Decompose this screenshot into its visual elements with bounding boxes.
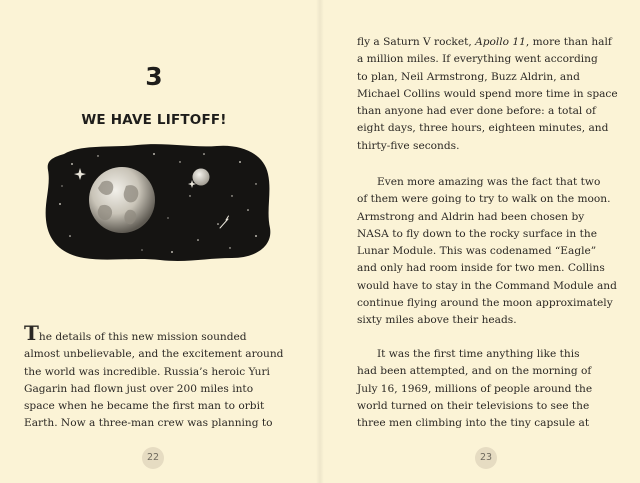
chapter-number: 3	[145, 62, 163, 91]
text-line: Lunar Module. This was codenamed “Eagle”	[357, 245, 597, 258]
text-line: three men climbing into the tiny capsule at	[357, 417, 590, 430]
text-line: to plan, Neil Armstrong, Buzz Aldrin, and	[357, 70, 580, 83]
text-line: Even more amazing was the fact that two	[377, 176, 601, 188]
text-line: July 16, 1969, millions of people around the	[357, 382, 593, 395]
text-line: almost unbelievable, and the excitement around	[24, 348, 284, 361]
text-line: Gagarin had flown just over 200 miles into	[24, 382, 254, 395]
earth-and-moon-in-space-icon	[42, 140, 272, 264]
text-line: world turned on their televisions to see the	[357, 399, 590, 412]
text-line: would have to stay in the Command Module and	[357, 279, 617, 292]
page-number: 23	[475, 447, 497, 469]
text-line: had been attempted, and on the morning of	[357, 365, 592, 378]
text-line: Armstrong and Aldrin had been chosen by	[357, 210, 585, 223]
text-line: than anyone had ever done before: a total of	[357, 105, 596, 118]
text-line: Michael Collins would spend more time in space	[357, 87, 618, 100]
text-line: the world was incredible. Russia’s heroic Yuri	[24, 365, 270, 378]
chapter-title: WE HAVE LIFTOFF!	[81, 112, 227, 128]
text-span: fly a Saturn V rocket,	[357, 36, 476, 48]
drop-cap: T	[24, 321, 39, 345]
text-span: , more than half	[525, 36, 612, 48]
text-line: eight days, three hours, eighteen minutes, and	[357, 122, 609, 135]
paragraph-2	[357, 174, 627, 330]
paragraph-1	[357, 34, 627, 155]
text-line: he details of this new mission sounded	[38, 331, 247, 343]
text-line: a million miles. If everything went according	[357, 53, 598, 66]
text-line: continue flying around the moon approximately	[357, 297, 613, 310]
text-line: space when he became the first man to orbit	[24, 400, 265, 413]
page-number: 22	[142, 447, 164, 469]
chapter-opening-paragraph	[24, 321, 304, 433]
spacecraft-name: Apollo 11	[475, 36, 526, 48]
text-line: It was the first time anything like this	[377, 348, 580, 360]
text-line: and only had room inside for two men. Collins	[357, 262, 605, 275]
book-gutter	[316, 0, 324, 483]
paragraph-3	[357, 346, 627, 432]
text-line: Earth. Now a three-man crew was planning to	[24, 417, 273, 430]
text-line: of them were going to try to walk on the moon.	[357, 193, 611, 206]
text-line: sixty miles above their heads.	[357, 314, 517, 327]
text-line: thirty-five seconds.	[357, 139, 460, 152]
text-line: NASA to fly down to the rocky surface in the	[357, 227, 597, 240]
